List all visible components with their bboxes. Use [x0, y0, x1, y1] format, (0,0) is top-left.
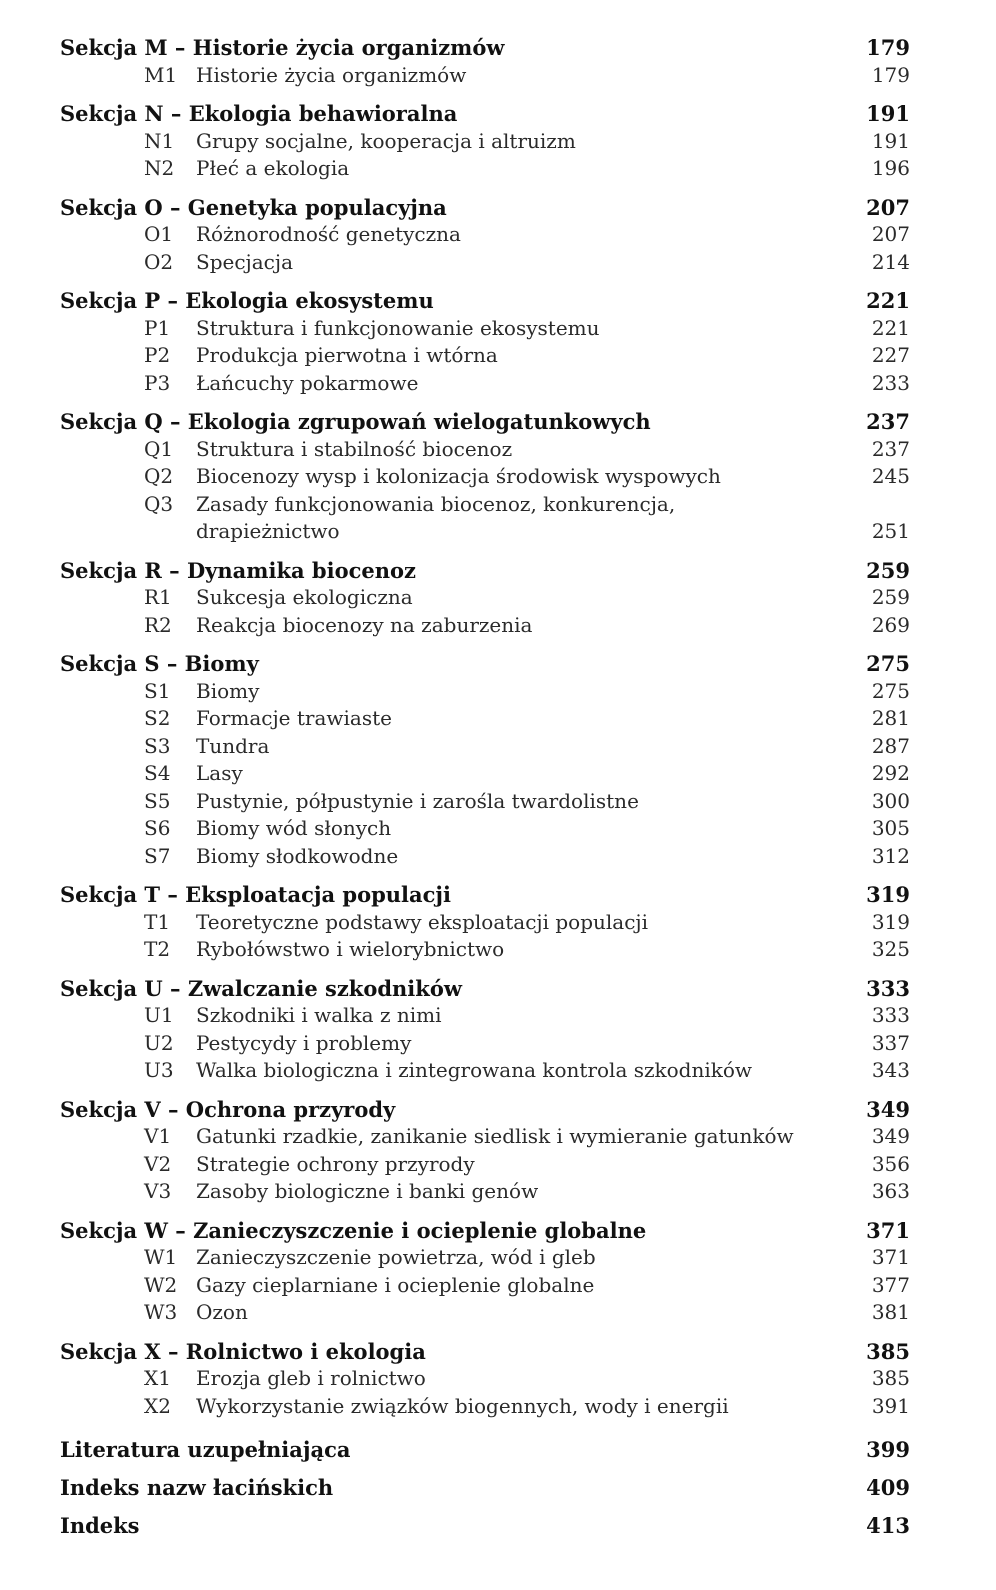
- entry-code: Q2: [144, 464, 174, 488]
- entry-title-text: Wykorzystanie związków biogennych, wody i energii: [196, 1393, 729, 1418]
- entry-title: [196, 249, 850, 277]
- entry-title: [196, 436, 850, 464]
- entry-title-text: Biomy słodkowodne: [196, 843, 399, 868]
- section-title: Sekcja T – Eksploatacja populacji: [60, 882, 451, 907]
- section-heading[interactable]: [60, 557, 910, 585]
- entry-page-number: 237: [871, 436, 910, 461]
- toc-entry[interactable]: [60, 1057, 910, 1085]
- entry-title-text: Sukcesja ekologiczna: [196, 585, 413, 609]
- section-title: Sekcja X – Rolnictwo i ekologia: [60, 1338, 426, 1364]
- entry-title: [196, 1299, 850, 1327]
- entry-code: M1: [144, 62, 178, 87]
- entry-code: W1: [144, 1245, 178, 1269]
- back-matter-title: Literatura uzupełniająca: [60, 1437, 351, 1462]
- entry-title: [196, 1123, 850, 1151]
- entry-code: W2: [144, 1272, 178, 1297]
- entry-title: [196, 909, 850, 937]
- entry-title-text: Lasy: [196, 761, 243, 785]
- entry-title: [196, 342, 850, 370]
- section-page-number: 237: [866, 409, 910, 434]
- entry-title: [196, 1365, 850, 1393]
- section-page-number: 371: [866, 1217, 910, 1243]
- toc-entry[interactable]: [60, 463, 910, 491]
- entry-title-text: Biomy: [196, 678, 260, 703]
- section-page-number: 385: [866, 1338, 910, 1364]
- entry-title-text: Biocenozy wysp i kolonizacja środowisk wyspowych: [196, 464, 721, 488]
- entry-page-number: 343: [871, 1058, 910, 1082]
- toc-entry[interactable]: [60, 249, 910, 277]
- entry-title-text: Płeć a ekologia: [196, 156, 350, 180]
- toc-section: [60, 650, 910, 870]
- section-page-number: 207: [866, 194, 910, 220]
- section-title: Sekcja R – Dynamika biocenoz: [60, 557, 416, 583]
- entry-title: [196, 1002, 850, 1030]
- entry-page-number: 269: [871, 612, 910, 637]
- entry-title-text: Różnorodność genetyczna: [196, 222, 461, 246]
- section-heading[interactable]: [60, 194, 910, 222]
- entry-code: S3: [144, 733, 171, 758]
- toc-section: [60, 287, 910, 397]
- back-matter-title: Indeks nazw łacińskich: [60, 1475, 334, 1500]
- entry-page-number: 245: [871, 464, 910, 488]
- entry-title-text: Walka biologiczna i zintegrowana kontrola szkodników: [196, 1058, 753, 1082]
- toc-entry[interactable]: [60, 1272, 910, 1300]
- entry-page-number: 305: [871, 816, 910, 840]
- entry-code: S4: [144, 761, 171, 785]
- entry-title: [196, 221, 850, 249]
- entry-page-number: 251: [871, 519, 910, 543]
- section-title: Sekcja Q – Ekologia zgrupowań wielogatunkowych: [60, 409, 651, 434]
- toc-entry[interactable]: [60, 1365, 910, 1393]
- entry-code: N1: [144, 128, 175, 153]
- section-heading[interactable]: [60, 100, 910, 128]
- entry-code: S2: [144, 706, 171, 730]
- entry-title: [196, 128, 850, 156]
- entry-page-number: 377: [871, 1272, 910, 1297]
- entry-code: O1: [144, 222, 174, 246]
- toc-entry[interactable]: [60, 936, 910, 964]
- entry-title-text: Pustynie, półpustynie i zarośla twardolistne: [196, 788, 639, 813]
- toc-entry[interactable]: [60, 1030, 910, 1058]
- section-page-number: 333: [866, 975, 910, 1001]
- entry-title: [196, 843, 850, 871]
- toc-entry[interactable]: [60, 1393, 910, 1421]
- toc-section: [60, 557, 910, 640]
- back-matter-entry[interactable]: [60, 1469, 910, 1507]
- entry-title-text: Zasady funkcjonowania biocenoz, konkurencja,: [196, 491, 676, 516]
- section-title: Sekcja U – Zwalczanie szkodników: [60, 975, 462, 1001]
- entry-title: [196, 1178, 850, 1206]
- entry-page-number: 319: [871, 909, 910, 934]
- toc-section: [60, 1217, 910, 1327]
- entry-code: U2: [144, 1030, 174, 1055]
- toc-entry[interactable]: [60, 1299, 910, 1327]
- entry-code: V2: [144, 1151, 172, 1176]
- entry-page-number: 337: [871, 1030, 910, 1055]
- entry-page-number: 349: [871, 1124, 910, 1148]
- entry-page-number: 292: [871, 761, 910, 785]
- toc-entry[interactable]: [60, 1123, 910, 1151]
- back-matter-page-number: 409: [866, 1475, 910, 1500]
- section-heading[interactable]: [60, 881, 910, 909]
- entry-title: [196, 491, 850, 546]
- entry-title: [196, 463, 850, 491]
- entry-title-text: Zanieczyszczenie powietrza, wód i gleb: [196, 1245, 596, 1269]
- entry-title: [196, 815, 850, 843]
- entry-page-number: 196: [871, 156, 910, 180]
- entry-code: V3: [144, 1179, 172, 1203]
- entry-title-text: Strategie ochrony przyrody: [196, 1151, 475, 1176]
- toc-entry[interactable]: [60, 491, 910, 546]
- entry-title: [196, 315, 850, 343]
- section-title: Sekcja V – Ochrona przyrody: [60, 1096, 396, 1122]
- entry-title-text: Tundra: [196, 733, 270, 758]
- toc-entry[interactable]: [60, 678, 910, 706]
- entry-title-text: Erozja gleb i rolnictwo: [196, 1366, 426, 1390]
- back-matter-entry[interactable]: [60, 1507, 910, 1545]
- entry-title: [196, 370, 850, 398]
- entry-title: [196, 705, 850, 733]
- entry-title-text: Reakcja biocenozy na zaburzenia: [196, 612, 533, 637]
- section-heading[interactable]: [60, 34, 910, 62]
- toc-section: [60, 1338, 910, 1421]
- section-title: Sekcja O – Genetyka populacyjna: [60, 194, 447, 220]
- entry-title-text: Łańcuchy pokarmowe: [196, 370, 419, 395]
- entry-title-text: Historie życia organizmów: [196, 62, 467, 87]
- entry-code: N2: [144, 156, 175, 180]
- entry-title-text: Pestycydy i problemy: [196, 1030, 412, 1055]
- toc-section: [60, 194, 910, 277]
- entry-code: S5: [144, 788, 171, 813]
- entry-code: O2: [144, 249, 174, 274]
- table-of-contents: [60, 34, 910, 1545]
- entry-title: [196, 584, 850, 612]
- back-matter-page-number: 413: [866, 1513, 910, 1538]
- entry-page-number: 281: [871, 706, 910, 730]
- toc-entry[interactable]: [60, 788, 910, 816]
- section-title: Sekcja W – Zanieczyszczenie i ocieplenie globalne: [60, 1217, 647, 1243]
- back-matter: [60, 1431, 910, 1545]
- entry-page-number: 356: [871, 1151, 910, 1176]
- entry-page-number: 287: [871, 733, 910, 758]
- section-page-number: 179: [866, 35, 910, 60]
- entry-code: T1: [144, 909, 171, 934]
- entry-code: Q1: [144, 436, 174, 461]
- toc-entry[interactable]: [60, 128, 910, 156]
- entry-title-text: Ozon: [196, 1300, 248, 1324]
- entry-code: P3: [144, 370, 171, 395]
- entry-page-number: 214: [871, 249, 910, 274]
- entry-page-number: 312: [871, 843, 910, 868]
- entry-title-text: Zasoby biologiczne i banki genów: [196, 1179, 539, 1203]
- section-title: Sekcja S – Biomy: [60, 651, 259, 676]
- entry-title-text: Produkcja pierwotna i wtórna: [196, 343, 498, 367]
- toc-section: [60, 408, 910, 546]
- entry-page-number: 259: [871, 585, 910, 609]
- entry-page-number: 363: [871, 1179, 910, 1203]
- toc-entry[interactable]: [60, 1002, 910, 1030]
- entry-title: [196, 1057, 850, 1085]
- toc-entry[interactable]: [60, 342, 910, 370]
- toc-entry[interactable]: [60, 155, 910, 183]
- entry-code: X2: [144, 1393, 171, 1418]
- toc-entry[interactable]: [60, 815, 910, 843]
- entry-code: W3: [144, 1300, 178, 1324]
- entry-code: S7: [144, 843, 171, 868]
- section-page-number: 191: [866, 101, 910, 126]
- entry-title-text: Gazy cieplarniane i ocieplenie globalne: [196, 1272, 595, 1297]
- toc-entry[interactable]: [60, 909, 910, 937]
- toc-section: [60, 34, 910, 89]
- entry-title: [196, 1030, 850, 1058]
- entry-code: S1: [144, 678, 171, 703]
- section-title: Sekcja N – Ekologia behawioralna: [60, 101, 458, 126]
- entry-page-number: 381: [871, 1300, 910, 1324]
- entry-title-text: Rybołówstwo i wielorybnictwo: [196, 937, 505, 961]
- entry-page-number: 300: [871, 788, 910, 813]
- toc-entry[interactable]: [60, 436, 910, 464]
- entry-title: [196, 612, 850, 640]
- entry-title: [196, 788, 850, 816]
- entry-title: [196, 1151, 850, 1179]
- toc-entry[interactable]: [60, 705, 910, 733]
- toc-entry[interactable]: [60, 370, 910, 398]
- entry-title-text: Szkodniki i walka z nimi: [196, 1003, 442, 1027]
- entry-title: [196, 760, 850, 788]
- entry-page-number: 385: [871, 1366, 910, 1390]
- section-page-number: 221: [866, 288, 910, 313]
- entry-title: [196, 62, 850, 90]
- entry-page-number: 227: [871, 343, 910, 367]
- entry-code: U1: [144, 1003, 174, 1027]
- section-heading[interactable]: [60, 650, 910, 678]
- section-page-number: 319: [866, 882, 910, 907]
- entry-title: [196, 1393, 850, 1421]
- toc-entry[interactable]: [60, 760, 910, 788]
- entry-title: [196, 1272, 850, 1300]
- entry-code: R2: [144, 612, 172, 637]
- entry-title-continuation: drapieżnictwo: [196, 519, 340, 543]
- section-heading[interactable]: [60, 1096, 910, 1124]
- toc-entry[interactable]: [60, 1178, 910, 1206]
- entry-code: S6: [144, 816, 171, 840]
- entry-page-number: 207: [871, 222, 910, 246]
- entry-title-text: Biomy wód słonych: [196, 816, 392, 840]
- toc-entry[interactable]: [60, 1244, 910, 1272]
- toc-entry[interactable]: [60, 843, 910, 871]
- toc-section: [60, 1096, 910, 1206]
- section-title: Sekcja P – Ekologia ekosystemu: [60, 288, 434, 313]
- entry-title: [196, 155, 850, 183]
- toc-section: [60, 975, 910, 1085]
- entry-title-text: Struktura i stabilność biocenoz: [196, 436, 513, 461]
- section-page-number: 259: [866, 557, 910, 583]
- section-heading[interactable]: [60, 1217, 910, 1245]
- entry-code: R1: [144, 585, 172, 609]
- section-heading[interactable]: [60, 287, 910, 315]
- entry-page-number: 275: [871, 678, 910, 703]
- entry-page-number: 391: [871, 1393, 910, 1418]
- entry-page-number: 221: [871, 315, 910, 340]
- entry-page-number: 371: [871, 1245, 910, 1269]
- back-matter-title: Indeks: [60, 1513, 140, 1538]
- toc-entry[interactable]: [60, 733, 910, 761]
- entry-code: T2: [144, 937, 171, 961]
- section-heading[interactable]: [60, 1338, 910, 1366]
- section-heading[interactable]: [60, 975, 910, 1003]
- section-page-number: 275: [866, 651, 910, 676]
- entry-code: P2: [144, 343, 171, 367]
- toc-entry[interactable]: [60, 62, 910, 90]
- entry-title-text: Specjacja: [196, 249, 293, 274]
- entry-page-number: 191: [871, 128, 910, 153]
- entry-title-text: Gatunki rzadkie, zanikanie siedlisk i wymieranie gatunków: [196, 1124, 794, 1148]
- entry-code: V1: [144, 1124, 172, 1148]
- entry-page-number: 179: [871, 62, 910, 87]
- entry-code: X1: [144, 1366, 171, 1390]
- entry-page-number: 325: [871, 937, 910, 961]
- section-page-number: 349: [866, 1096, 910, 1122]
- toc-entry[interactable]: [60, 1151, 910, 1179]
- toc-entry[interactable]: [60, 221, 910, 249]
- entry-code: U3: [144, 1058, 174, 1082]
- entry-page-number: 233: [871, 370, 910, 395]
- entry-title-text: Teoretyczne podstawy eksploatacji populacji: [196, 909, 649, 934]
- toc-entry[interactable]: [60, 315, 910, 343]
- entry-title-text: Grupy socjalne, kooperacja i altruizm: [196, 128, 576, 153]
- section-title: Sekcja M – Historie życia organizmów: [60, 35, 505, 60]
- toc-section: [60, 100, 910, 183]
- entry-title: [196, 936, 850, 964]
- section-heading[interactable]: [60, 408, 910, 436]
- entry-title-text: Formacje trawiaste: [196, 706, 392, 730]
- entry-title: [196, 678, 850, 706]
- toc-section: [60, 881, 910, 964]
- back-matter-entry[interactable]: [60, 1431, 910, 1469]
- entry-title: [196, 733, 850, 761]
- toc-entry[interactable]: [60, 612, 910, 640]
- toc-entry[interactable]: [60, 584, 910, 612]
- entry-page-number: 333: [871, 1003, 910, 1027]
- back-matter-page-number: 399: [866, 1437, 910, 1462]
- entry-title: [196, 1244, 850, 1272]
- entry-code: Q3: [144, 491, 174, 516]
- entry-code: P1: [144, 315, 171, 340]
- entry-title-text: Struktura i funkcjonowanie ekosystemu: [196, 315, 600, 340]
